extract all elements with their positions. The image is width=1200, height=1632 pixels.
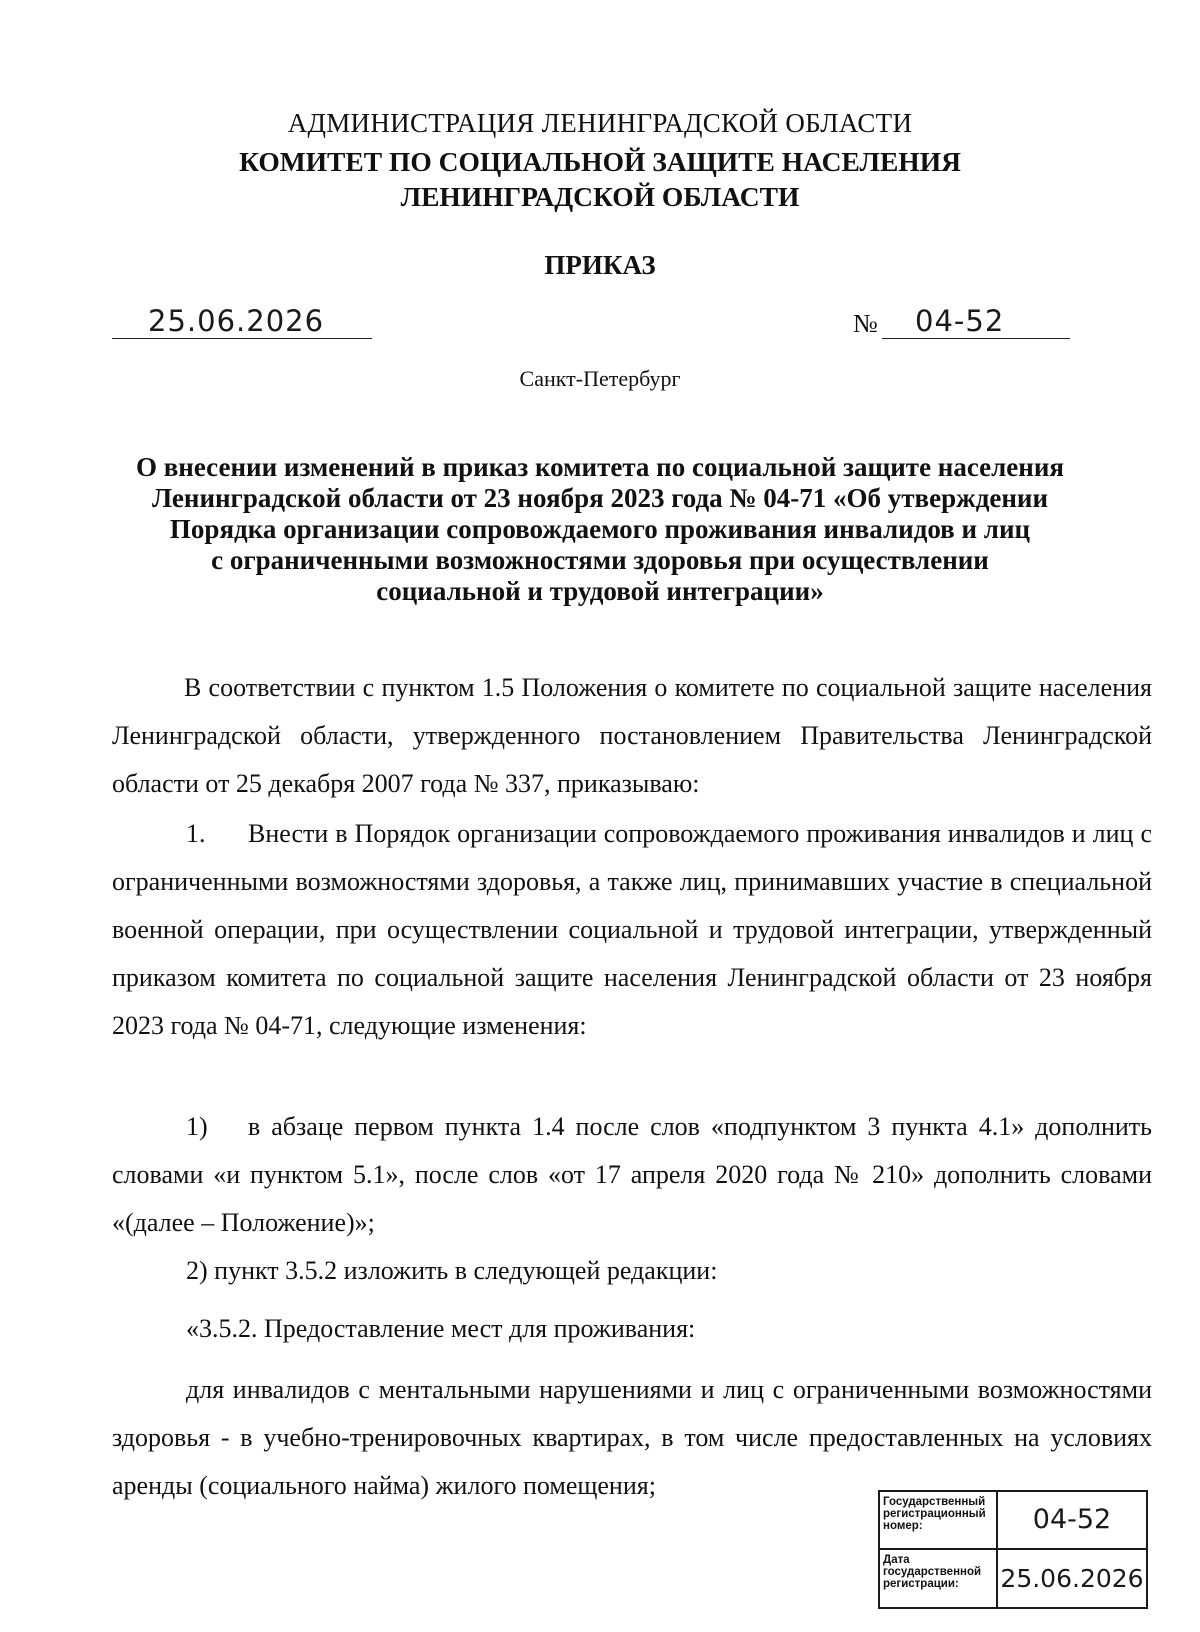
number-underline	[882, 338, 1070, 339]
quote-paragraph: для инвалидов с ментальными нарушениями и лиц с ограниченными возможностями здоровья - в учебно-тренировочных квартирах, в том числе предоставленных на условиях аренды (социального найма) жилого помещения;	[112, 1375, 1152, 1500]
preamble-paragraph: В соответствии с пунктом 1.5 Положения о комитете по социальной защите населения Ленинградской области, утвержденного постановлением Правительства Ленинградской области от 25 декабря 2007 года № 337, приказываю:	[112, 673, 1152, 798]
quote-title: «3.5.2. Предоставление мест для проживания:	[186, 1314, 696, 1343]
reg-date-value: 25.06.2026	[1000, 1563, 1144, 1593]
registration-stamp	[878, 1490, 1148, 1609]
number-label: №	[853, 309, 878, 338]
committee-heading-line1: КОМИТЕТ ПО СОЦИАЛЬНОЙ ЗАЩИТЕ НАСЕЛЕНИЯ	[239, 146, 961, 177]
handwritten-date: 25.06.2026	[148, 304, 325, 338]
subject-line-3: Порядка организации сопровождаемого проживания инвалидов и лиц	[169, 514, 1031, 544]
item-1-number: 1.	[186, 810, 246, 858]
city-name: Санкт-Петербург	[519, 366, 681, 391]
reg-number-cell	[998, 1492, 1146, 1550]
subitem-1-number: 1)	[186, 1103, 246, 1151]
item-1-paragraph: Внести в Порядок организации сопровождаемого проживания инвалидов и лиц с ограниченными возможностями здоровья, а также лиц, принимавших участие в специальной военной операции, при осуществлении социальной и трудовой интеграции, утвержденный приказом комитета по социальной защите населения Ленинградской области от 23 ноября 2023 года № 04-71, следующие изменения:	[112, 819, 1152, 1040]
committee-heading-line2: ЛЕНИНГРАДСКОЙ ОБЛАСТИ	[400, 181, 800, 212]
subject-line-1: О внесении изменений в приказ комитета по социальной защите населения	[135, 452, 1065, 482]
subject-line-2: Ленинградской области от 23 ноября 2023 года № 04-71 «Об утверждении	[151, 483, 1049, 513]
subitem-1-paragraph: в абзаце первом пункта 1.4 после слов «подпунктом 3 пункта 4.1» дополнить словами «и пунктом 5.1», после слов «от 17 апреля 2020 года № 210» дополнить словами «(далее – Положение)»;	[112, 1112, 1152, 1237]
handwritten-number: 04-52	[915, 304, 1005, 338]
subject-line-5: социальной и трудовой интеграции»	[376, 576, 824, 606]
subject-line-4: с ограниченными возможностями здоровья при осуществлении	[211, 545, 989, 575]
subitem-2-paragraph: 2) пункт 3.5.2 изложить в следующей редакции:	[186, 1256, 718, 1285]
reg-date-cell	[998, 1550, 1146, 1608]
reg-number-value: 04-52	[1032, 1504, 1112, 1536]
reg-number-label: Государственный регистрационный номер:	[880, 1492, 998, 1550]
document-type-title: ПРИКАЗ	[544, 250, 656, 280]
reg-date-label: Дата государственной регистрации:	[880, 1550, 998, 1608]
administration-heading: АДМИНИСТРАЦИЯ ЛЕНИНГРАДСКОЙ ОБЛАСТИ	[287, 108, 913, 138]
date-underline	[112, 338, 372, 339]
